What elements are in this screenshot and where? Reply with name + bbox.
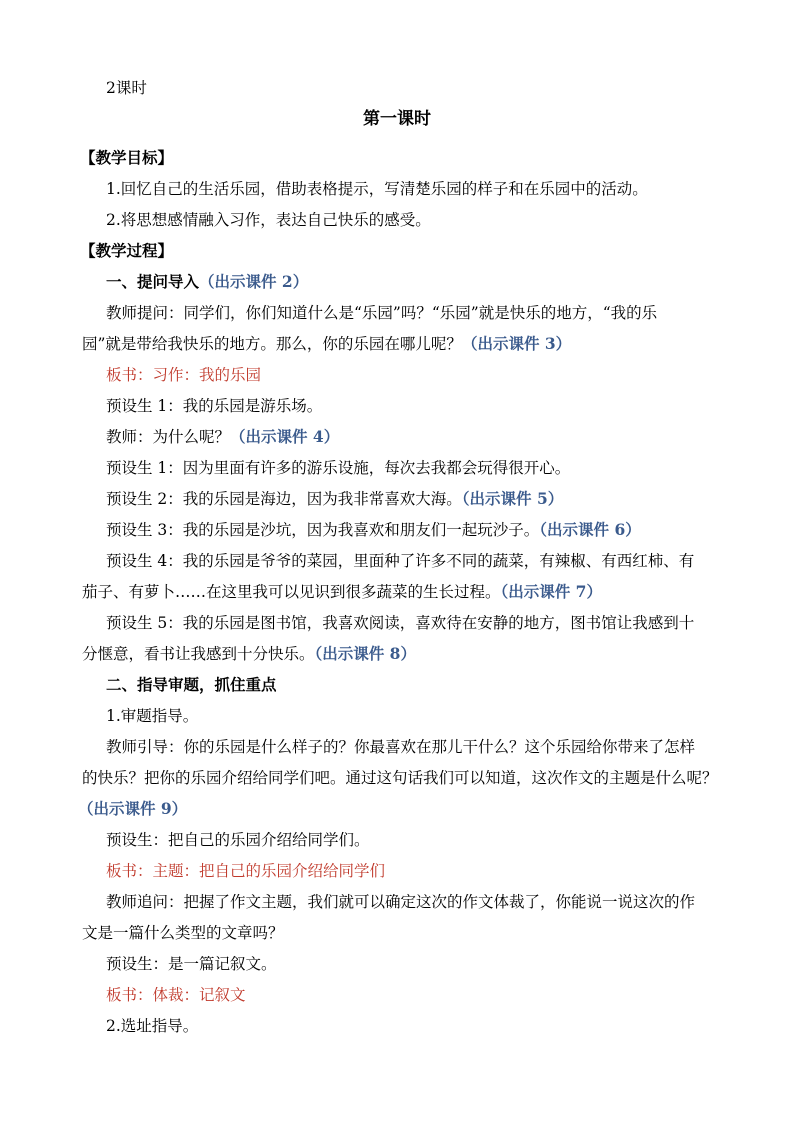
- paragraph-text: 茄子、有萝卜……在这里我可以见识到很多蔬菜的生长过程。: [82, 583, 501, 601]
- board-note: 板书：主题：把自己的乐园介绍给同学们: [106, 862, 386, 880]
- paragraph-text: 分惬意，看书让我感到十分快乐。: [82, 645, 315, 663]
- objective-item: 2.将思想感情融入习作，表达自己快乐的感受。: [106, 211, 431, 229]
- courseware-ref: （出示课件 2）: [199, 272, 309, 291]
- section-title: [106, 272, 746, 292]
- process-heading: 【教学过程】: [80, 241, 174, 260]
- paragraph-line: 预设生：是一篇记叙文。: [106, 955, 277, 973]
- paragraph-text: 教师：为什么呢？: [106, 428, 231, 446]
- section-title-text: 一、提问导入: [106, 272, 200, 291]
- paragraph-line: 预设生 4：我的乐园是爷爷的菜园，里面种了许多不同的蔬菜，有辣椒、有西红柿、有: [106, 552, 695, 570]
- page-title: 第一课时: [363, 109, 431, 129]
- paragraph-line: [82, 644, 722, 664]
- sub-heading: 2.选址指导。: [106, 1017, 199, 1035]
- paragraph-line: [106, 520, 746, 540]
- paragraph-line: 教师引导：你的乐园是什么样子的？你最喜欢在那儿干什么？这个乐园给你带来了怎样: [106, 738, 696, 756]
- paragraph-line: 的快乐？把你的乐园介绍给同学们吧。通过这句话我们可以知道，这次作文的主题是什么呢？: [82, 769, 718, 787]
- lesson-count: 2课时: [106, 79, 147, 97]
- board-note: 板书：习作：我的乐园: [106, 366, 262, 384]
- section-title: 二、指导审题，抓住重点: [106, 675, 277, 694]
- paragraph-line: [106, 489, 746, 509]
- paragraph-line: [106, 427, 746, 447]
- paragraph-line: 教师追问：把握了作文主题，我们就可以确定这次的作文体裁了，你能说一说这次的作: [106, 893, 696, 911]
- paragraph-line: 预设生 1：因为里面有许多的游乐设施，每次去我都会玩得很开心。: [106, 459, 571, 477]
- paragraph-line: 预设生：把自己的乐园介绍给同学们。: [106, 831, 370, 849]
- objective-item: 1.回忆自己的生活乐园，借助表格提示，写清楚乐园的样子和在乐园中的活动。: [106, 180, 648, 198]
- paragraph-line: 预设生 1：我的乐园是游乐场。: [106, 397, 323, 415]
- paragraph-line: 教师提问：同学们，你们知道什么是“乐园”吗？“乐园”就是快乐的地方，“我的乐: [106, 304, 658, 322]
- sub-heading: 1.审题指导。: [106, 707, 199, 725]
- courseware-ref: （出示课件 8）: [314, 644, 416, 663]
- paragraph-line: 文是一篇什么类型的文章吗？: [82, 924, 284, 942]
- paragraph-text: 预设生 2：我的乐园是海边，因为我非常喜欢大海。: [106, 490, 462, 508]
- courseware-ref: （出示课件 5）: [461, 489, 564, 508]
- courseware-ref: （出示课件 7）: [500, 582, 602, 601]
- courseware-ref: （出示课件 9）: [78, 799, 188, 818]
- paragraph-text: 园”就是带给我快乐的地方。那么，你的乐园在哪儿呢？: [82, 335, 462, 353]
- paragraph-line: [82, 334, 722, 354]
- paragraph-line: [82, 582, 722, 602]
- paragraph-line: 预设生 5：我的乐园是图书馆，我喜欢阅读，喜欢待在安静的地方，图书馆让我感到十: [106, 614, 695, 632]
- objectives-heading: 【教学目标】: [80, 148, 174, 167]
- paragraph-text: 预设生 3：我的乐园是沙坑，因为我喜欢和朋友们一起玩沙子。: [106, 521, 540, 539]
- courseware-ref: （出示课件 4）: [230, 427, 340, 446]
- courseware-ref: （出示课件 3）: [461, 334, 572, 353]
- board-note: 板书：体裁：记叙文: [106, 986, 246, 1004]
- courseware-ref: （出示课件 6）: [539, 520, 641, 539]
